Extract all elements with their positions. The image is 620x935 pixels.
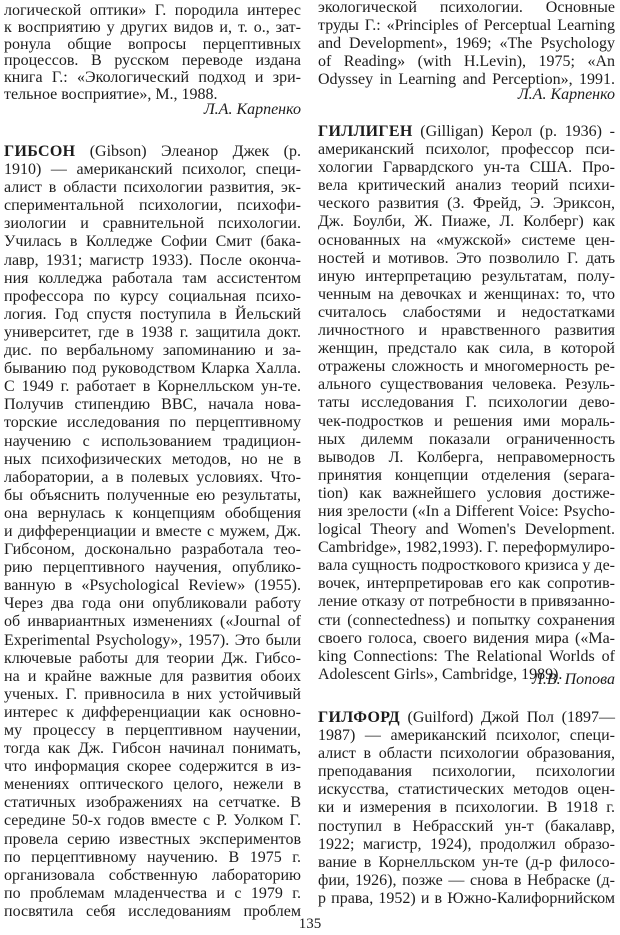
entry-first-line bbox=[4, 143, 301, 161]
entry-first-line-text: (Guilford) Джой Пол (1897— bbox=[399, 709, 615, 726]
text-line: of Reading» (with H.Levin), 1975; «An bbox=[318, 53, 615, 70]
text-line: менениях оптического целого, нежели в bbox=[4, 776, 301, 794]
text-line: Cambridge», 1982,1993). Г. переформулиро- bbox=[318, 539, 615, 557]
text-line: ученых. Г. привносила в них устойчивый bbox=[4, 685, 301, 703]
text-line: интерес к дифференциации как основно- bbox=[4, 703, 301, 721]
text-line: зиологии и сравнительной психологии. bbox=[4, 215, 301, 233]
text-line: американский психолог, профессор пси- bbox=[318, 141, 615, 159]
entry-guilford bbox=[318, 709, 615, 908]
text-line: бы объяснить полученные ею результаты, bbox=[4, 486, 301, 504]
text-line: 1910) — американский психолог, специ- bbox=[4, 161, 301, 179]
text-line: к восприятию у других видов и, т. о., зат- bbox=[4, 18, 301, 36]
text-line: ключевые работы для теории Дж. Гибсо- bbox=[4, 649, 301, 667]
entry-first-line bbox=[318, 123, 615, 141]
text-line: Odyssey in Learning and Perception», 1991. bbox=[318, 71, 615, 88]
entry-headword: ГИЛЛИГЕН bbox=[318, 123, 413, 140]
text-line: лавр, 1931; магистр 1933). После оконча- bbox=[4, 251, 301, 269]
text-line: отражены сложность и многомерность ре- bbox=[318, 358, 615, 376]
text-line: таты исследования Г. психологии дево- bbox=[318, 394, 615, 412]
text-line: быванию под руководством Кларка Халла. bbox=[4, 360, 301, 378]
text-line: хологии Гарвардского ун-та США. Про- bbox=[318, 159, 615, 177]
text-line: king Connections: The Relational Worlds of bbox=[318, 647, 615, 665]
entry-gibson bbox=[4, 143, 301, 921]
text-line: на и крайне важные для развития обоих bbox=[4, 667, 301, 685]
text-line: алист в области психологии развития, эк- bbox=[4, 179, 301, 197]
text-line: иную интерпретацию результатам, полу- bbox=[318, 267, 615, 285]
entry-headword: ГИБСОН bbox=[4, 143, 76, 160]
text-line: и дифференциации и вместе с мужем, Дж. bbox=[4, 522, 301, 540]
text-line: вочек, интерпретировав его как сопротив- bbox=[318, 575, 615, 593]
text-line: лаборатории, а в полевых условиях. Что- bbox=[4, 468, 301, 486]
paragraph-continuation bbox=[4, 3, 301, 104]
text-line: ния зрелости («In a Different Voice: Psycho- bbox=[318, 502, 615, 520]
text-line: рию перцептивного научения, опублико- bbox=[4, 559, 301, 577]
entry-first-line bbox=[318, 709, 615, 727]
entry-headword: ГИЛФОРД bbox=[318, 709, 400, 726]
text-line: по перцептивному научению. В 1975 г. bbox=[4, 848, 301, 866]
text-line: логической оптики» Г. породила интерес bbox=[4, 2, 301, 19]
text-line: Гибсоном, досконально разработала тео- bbox=[4, 541, 301, 559]
text-line: ностей и мотивов. Это позволило Г. дать bbox=[318, 249, 615, 267]
text-line: выводов Л. Колберга, неправомерность bbox=[318, 448, 615, 466]
text-line: посвятила себя исследованиям проблем bbox=[4, 902, 301, 920]
text-line: тогда как Дж. Гибсон начинал понимать, bbox=[4, 740, 301, 758]
text-line: ческого развития (З. Фрейд, Э. Эриксон, bbox=[318, 195, 615, 213]
text-line: процессов. В русском переводе издана bbox=[4, 52, 301, 70]
text-line: ванную в «Psychological Review» (1955). bbox=[4, 577, 301, 595]
text-line: что информация скорее содержится в из- bbox=[4, 758, 301, 776]
text-line: 1987) — американский психолог, специ- bbox=[318, 727, 615, 745]
text-line: научению с использованием традицион- bbox=[4, 432, 301, 450]
entry-gilligan bbox=[318, 123, 615, 684]
text-line: она вернулась к концепциям обобщения bbox=[4, 504, 301, 522]
text-line: по проблемам младенчества и с 1979 г. bbox=[4, 884, 301, 902]
text-line: логия. Год спустя поступила в Йельский bbox=[4, 305, 301, 323]
author-signature: Л.А. Карпенко bbox=[203, 101, 301, 118]
text-line: фии, 1926), позже — снова в Небраске (д- bbox=[318, 871, 615, 889]
text-line: С 1949 г. работает в Корнелльском ун-те. bbox=[4, 378, 301, 396]
text-line: торские исследования по перцептивному bbox=[4, 414, 301, 432]
text-line: личностного и нравственного развития bbox=[318, 322, 615, 340]
text-line: середине 50-х годов вместе с Р. Уолком Г. bbox=[4, 812, 301, 830]
text-line: р права, 1952) и в Южно-Калифорнийском bbox=[318, 889, 615, 907]
text-line: об инвариантных изменениях («Journal of bbox=[4, 613, 301, 631]
author-signature: Л.В. Попова bbox=[532, 671, 615, 688]
text-line: основанных на «мужской» системе цен- bbox=[318, 231, 615, 249]
text-line: вела критический анализ теорий психи- bbox=[318, 177, 615, 195]
text-line: ление отказу от потребности в привязанно- bbox=[318, 593, 615, 611]
text-line: провела серию известных экспериментов bbox=[4, 830, 301, 848]
text-line: труды Г.: «Principles of Perceptual Learning bbox=[318, 17, 615, 34]
text-line: and Development», 1969; «The Psychology bbox=[318, 35, 615, 52]
text-line: ки и измерения в психологии. В 1918 г. bbox=[318, 799, 615, 817]
text-line: принятия концепции отделения (separa- bbox=[318, 466, 615, 484]
text-line: спериментальной психологии, психофи- bbox=[4, 197, 301, 215]
text-line: считалось слабостями и недостатками bbox=[318, 303, 615, 321]
text-line: Через два года они опубликовали работу bbox=[4, 595, 301, 613]
text-line: вание в Корнелльском ун-те (д-р филосо- bbox=[318, 853, 615, 871]
text-line: ных дилемм показали ограниченность bbox=[318, 430, 615, 448]
page-number: 135 bbox=[298, 916, 322, 932]
text-line: сти (connectedness) и попытку сохранения bbox=[318, 611, 615, 629]
text-line: алист в области психологии образования, bbox=[318, 745, 615, 763]
entry-first-line-text: (Gilligan) Керол (р. 1936) - bbox=[412, 123, 615, 140]
text-line: статичных изображениях на сетчатке. В bbox=[4, 794, 301, 812]
text-line: дис. по вербальному запоминанию и за- bbox=[4, 342, 301, 360]
text-line: преподавания психологии, психологии bbox=[318, 763, 615, 781]
text-line: ронула общие вопросы перцептивных bbox=[4, 35, 301, 53]
text-line: 1922; магистр, 1924), продолжил образо- bbox=[318, 835, 615, 853]
text-line: искусства, статистических методов оцен- bbox=[318, 781, 615, 799]
entry-first-line-text: (Gibson) Элеанор Джек (р. bbox=[75, 143, 301, 160]
text-line: профессора по курсу социальная психо- bbox=[4, 287, 301, 305]
text-line: ального существования человека. Резуль- bbox=[318, 376, 615, 394]
text-line: поступил в Небрасский ун-т (бакалавр, bbox=[318, 817, 615, 835]
text-line: tion) как важнейшего условия достиже- bbox=[318, 484, 615, 502]
text-line: университет, где в 1938 г. защитила докт. bbox=[4, 323, 301, 341]
text-line: logical Theory and Women's Development. bbox=[318, 521, 615, 539]
text-line: Училась в Колледже Софии Смит (бака- bbox=[4, 233, 301, 251]
author-signature: Л.А. Карпенко bbox=[517, 86, 615, 103]
text-line: женщин, предстало как сила, в которой bbox=[318, 340, 615, 358]
paragraph-continuation bbox=[318, 0, 615, 89]
text-line: Adolescent Girls», Cambridge, 1989). bbox=[318, 665, 563, 683]
text-line: книга Г.: «Экологический подход и зри- bbox=[4, 69, 301, 87]
text-line: экологической психологии. Основные bbox=[318, 0, 615, 16]
text-line: чек-подростков и решения ими мораль- bbox=[318, 412, 615, 430]
text-line: му процессу в перцептивном научении, bbox=[4, 722, 301, 739]
text-line: ных психофизических методов, но не в bbox=[4, 450, 301, 468]
text-line: ченным на девочках и женщинах: то, что bbox=[318, 285, 615, 303]
text-line: Дж. Боулби, Ж. Пиаже, Л. Колберг) как bbox=[318, 213, 615, 231]
text-line: тельное восприятие», М., 1988. bbox=[4, 85, 218, 103]
text-line: ния колледжа работала там ассистентом bbox=[4, 269, 301, 287]
text-line: организовала собственную лабораторию bbox=[4, 866, 301, 884]
text-line: своего голоса, своего видения мира («Ма- bbox=[318, 629, 615, 647]
text-line: Experimental Psychology», 1957). Это были bbox=[4, 631, 301, 649]
text-line: Получив стипендию BBC, начала нова- bbox=[4, 396, 301, 414]
text-line: вала сущность подросткового кризиса у де- bbox=[318, 557, 615, 575]
